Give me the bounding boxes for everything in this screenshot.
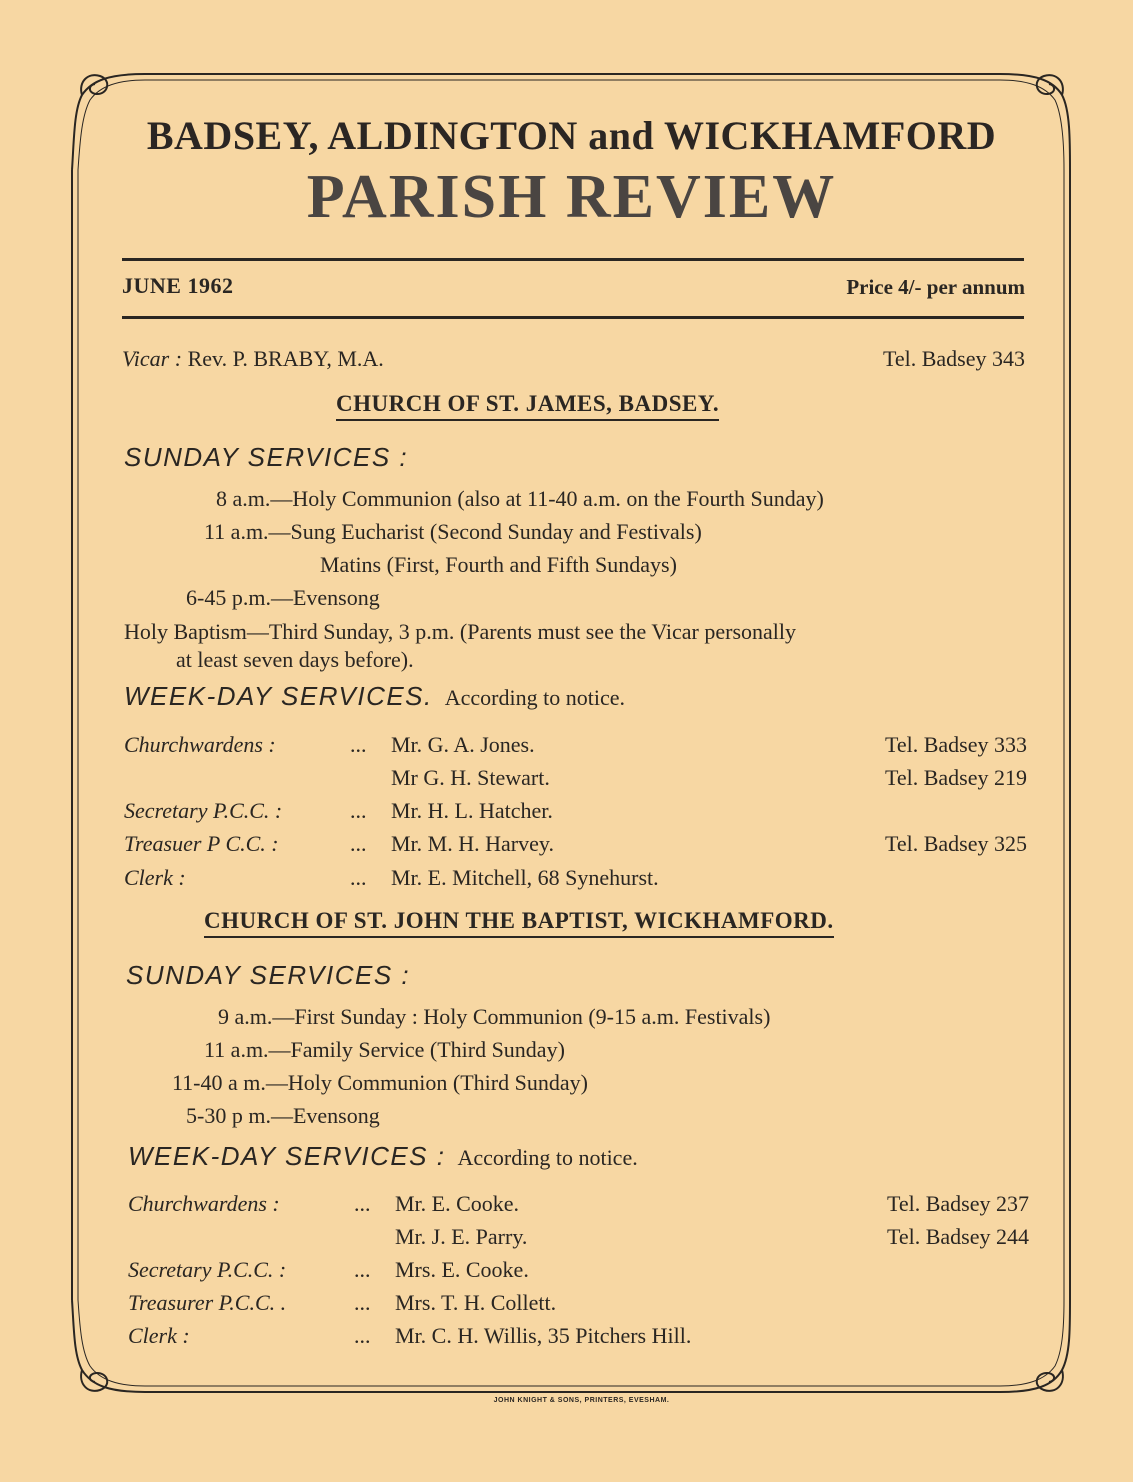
badsey-weekday-line xyxy=(124,681,625,712)
officer-name: Mrs. T. H. Collett. xyxy=(395,1290,557,1315)
vicar-tel: Tel. Badsey 343 xyxy=(882,346,1025,371)
vicar-line xyxy=(122,346,384,372)
badsey-sunday-heading: SUNDAY SERVICES : xyxy=(124,442,409,472)
officer-name: Mr. M. H. Harvey. xyxy=(391,831,554,856)
officer-dots: ... xyxy=(354,1191,371,1216)
officer-dots: ... xyxy=(350,732,367,757)
issue-date: JUNE 1962 xyxy=(122,273,234,298)
officer-dots: ... xyxy=(354,1290,371,1315)
badsey-sunday-line: 11 a.m.—Sung Eucharist (Second Sunday and Festivals) xyxy=(204,519,702,544)
officer-label: Treasurer P.C.C. . xyxy=(128,1290,287,1315)
wickhamford-sunday-line: 5-30 p m.—Evensong xyxy=(186,1103,380,1128)
officer-label: Secretary P.C.C. : xyxy=(124,798,283,823)
badsey-weekday-text: According to notice. xyxy=(444,685,625,710)
officer-dots: ... xyxy=(354,1323,371,1348)
officer-name: Mr. C. H. Willis, 35 Pitchers Hill. xyxy=(395,1323,692,1348)
officer-name: Mrs. E. Cooke. xyxy=(395,1257,529,1282)
officer-name: Mr. H. L. Hatcher. xyxy=(391,798,553,823)
masthead-parishes: BADSEY, ALDINGTON and WICKHAMFORD xyxy=(146,113,997,158)
officer-label: Clerk : xyxy=(128,1323,190,1348)
officer-tel: Tel. Badsey 244 xyxy=(886,1224,1029,1249)
vicar-label: Vicar : xyxy=(122,346,183,371)
officer-tel: Tel. Badsey 325 xyxy=(884,831,1027,856)
officer-dots: ... xyxy=(350,831,367,856)
officer-name: Mr. J. E. Parry. xyxy=(395,1224,528,1249)
officer-label: Churchwardens : xyxy=(128,1191,280,1216)
vicar-name: Rev. P. BRABY, M.A. xyxy=(187,346,384,371)
officer-dots: ... xyxy=(350,798,367,823)
badsey-baptism-line: Holy Baptism—Third Sunday, 3 p.m. (Parents must see the Vicar personally xyxy=(124,619,797,644)
masthead-title: PARISH REVIEW xyxy=(306,163,837,231)
officer-name: Mr. G. A. Jones. xyxy=(391,732,535,757)
badsey-weekday-heading: WEEK-DAY SERVICES. xyxy=(124,681,433,711)
wickhamford-weekday-text: According to notice. xyxy=(457,1145,638,1170)
officer-tel: Tel. Badsey 219 xyxy=(884,765,1027,790)
wickhamford-weekday-line xyxy=(128,1141,638,1172)
officer-dots: ... xyxy=(350,865,367,890)
wickhamford-sunday-line: 11-40 a m.—Holy Communion (Third Sunday) xyxy=(172,1070,588,1095)
badsey-heading: CHURCH OF ST. JAMES, BADSEY. xyxy=(336,391,719,421)
officer-name: Mr. E. Mitchell, 68 Synehurst. xyxy=(391,865,659,890)
wickhamford-weekday-heading: WEEK-DAY SERVICES : xyxy=(128,1141,446,1171)
badsey-sunday-line: 8 a.m.—Holy Communion (also at 11-40 a.m. on the Fourth Sunday) xyxy=(216,486,824,511)
officer-name: Mr G. H. Stewart. xyxy=(391,765,550,790)
wickhamford-sunday-line: 9 a.m.—First Sunday : Holy Communion (9-15 a.m. Festivals) xyxy=(218,1004,771,1029)
wickhamford-sunday-line: 11 a.m.—Family Service (Third Sunday) xyxy=(204,1037,565,1062)
officer-tel: Tel. Badsey 333 xyxy=(884,732,1027,757)
price: Price 4/- per annum xyxy=(846,275,1025,299)
officer-label: Churchwardens : xyxy=(124,732,276,757)
officer-label: Treasuer P C.C. : xyxy=(124,831,279,856)
officer-name: Mr. E. Cooke. xyxy=(395,1191,520,1216)
bottom-rule xyxy=(122,316,1024,319)
top-rule xyxy=(122,258,1024,261)
officer-label: Clerk : xyxy=(124,865,186,890)
badsey-sunday-line: 6-45 p.m.—Evensong xyxy=(186,585,380,610)
officer-dots: ... xyxy=(354,1257,371,1282)
wickhamford-sunday-heading: SUNDAY SERVICES : xyxy=(126,960,411,990)
badsey-sunday-line: Matins (First, Fourth and Fifth Sundays) xyxy=(320,552,677,577)
officer-label: Secretary P.C.C. : xyxy=(128,1257,287,1282)
wickhamford-heading: CHURCH OF ST. JOHN THE BAPTIST, WICKHAMFORD. xyxy=(204,908,834,938)
badsey-baptism-line: at least seven days before). xyxy=(176,647,414,672)
printer-imprint: JOHN KNIGHT & SONS, PRINTERS, EVESHAM. xyxy=(493,1397,670,1404)
officer-tel: Tel. Badsey 237 xyxy=(886,1191,1029,1216)
